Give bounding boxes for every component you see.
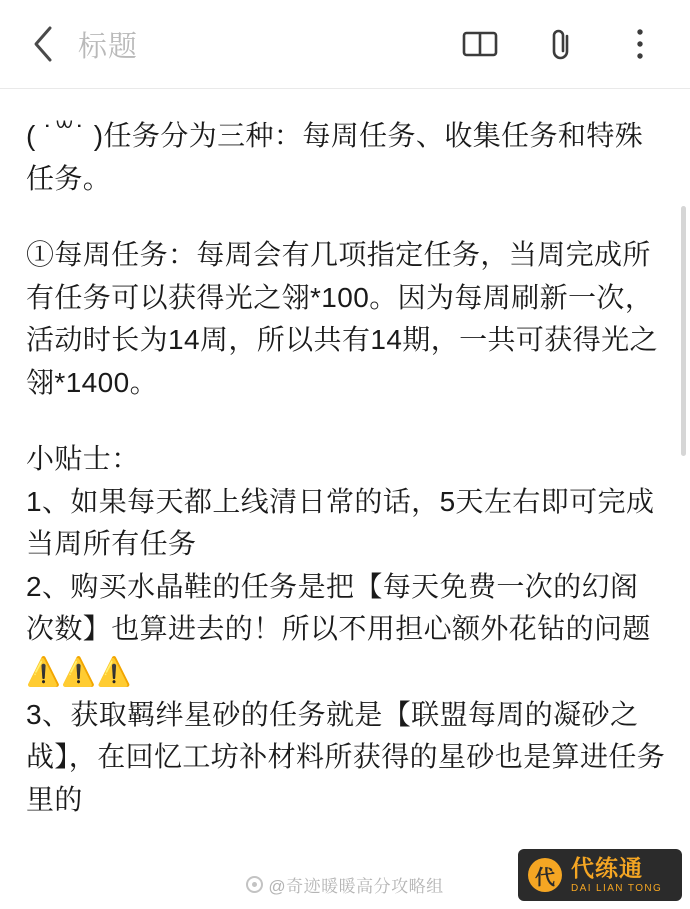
vertical-scrollbar[interactable] — [683, 96, 688, 796]
reader-mode-button[interactable] — [460, 24, 500, 64]
watermark-en-label: DAI LIAN TONG — [571, 883, 663, 895]
weibo-eye-icon — [246, 876, 263, 893]
watermark-texts — [571, 856, 662, 894]
chevron-left-icon — [30, 24, 56, 64]
watermark-cn-label: 代练通 — [571, 854, 643, 881]
titlebar-actions — [460, 24, 660, 64]
note-paragraph: 2、购买水晶鞋的任务是把【每天免费一次的幻阁次数】也算进去的！所以不用担心额外花钻的问题⚠️⚠️⚠️ — [26, 570, 651, 688]
weibo-credit-label: @奇迹暖暖高分攻略组 — [268, 877, 444, 896]
note-title-input[interactable]: 标题 — [78, 30, 139, 63]
book-reader-icon — [462, 29, 498, 59]
scrollbar-thumb[interactable] — [681, 206, 686, 456]
attachment-button[interactable] — [540, 24, 580, 64]
more-options-button[interactable] — [620, 24, 660, 64]
footer — [0, 849, 690, 909]
note-body[interactable] — [0, 89, 690, 857]
more-vertical-icon — [635, 27, 645, 61]
note-paragraph: ( ˙꒳​˙ )任务分为三种：每周任务、收集任务和特殊任务。 — [26, 120, 644, 194]
note-paragraph: 1、如果每天都上线清日常的话，5天左右即可完成当周所有任务 — [26, 485, 655, 560]
note-paragraph: 小贴士： — [26, 443, 140, 475]
watermark-badge — [518, 849, 682, 901]
titlebar — [0, 0, 690, 88]
back-button[interactable] — [22, 23, 64, 65]
note-paragraph: 3、获取羁绊星砂的任务就是【联盟每周的凝砂之战】，在回忆工坊补材料所获得的星砂也是算进任务里的 — [26, 698, 666, 815]
note-paragraph: ①每周任务：每周会有几项指定任务，当周完成所有任务可以获得光之翎*100。因为每周刷新一次，活动时长为14周，所以共有14期，一共可获得光之翎*1400。 — [26, 239, 658, 398]
paperclip-icon — [546, 27, 574, 61]
watermark-logo-icon: 代 — [528, 858, 562, 892]
